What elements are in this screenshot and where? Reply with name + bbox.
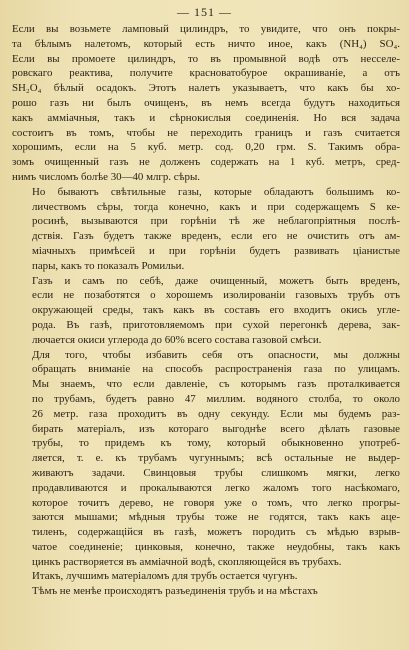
page-body-text [12, 22, 400, 599]
text-line: трубы, то придемъ къ тому, который обыкновенно употреб- [32, 437, 400, 450]
text-line: которое точитъ дерево, не говоря уже о томъ, что легко прогры- [32, 496, 400, 509]
text-line: окружающей среды, такъ какъ въ составъ его входитъ окись угле- [32, 304, 400, 317]
text-line: по трубамъ, будетъ равно 47 миллим. водяного столба, то около [32, 392, 400, 405]
paragraph [12, 274, 400, 348]
text-line: рода. Въ газѣ, приготовляемомъ при сухой перегонкѣ дерева, зак- [32, 318, 400, 331]
text-line: продавливаются и прокалываются легко жаломъ того насѣкомаго, [32, 481, 400, 494]
text-line: росинѣ, вызываются при горѣніи тѣ же неблагопріятныя послѣ- [32, 215, 400, 228]
paragraph [12, 569, 400, 584]
text-line: обращать вниманіе на способъ распространенія газа по улицамъ. [32, 363, 400, 376]
text-line: Итакъ, лучшимъ матеріаломъ для трубъ остается чугунъ. [32, 570, 298, 583]
paragraph [12, 348, 400, 570]
text-line: пары, какъ то показалъ Ромильи. [32, 259, 185, 272]
paragraph [12, 22, 400, 185]
text-line: Но бываютъ свѣтильные газы, которые обладаютъ большимъ ко- [32, 185, 400, 198]
text-line: какъ амміачныя, такъ и сѣрнокислыя соединенія. Но вся задача [12, 111, 400, 124]
text-line: Для того, чтобы избавить себя отъ опасности, мы должны [32, 348, 400, 361]
text-line: зомъ очищенный газъ не долженъ содержать на 1 куб. метръ, сред- [12, 156, 400, 169]
text-line: ляется, т. е. къ трубамъ чугуннымъ; всѣ остальные не выдер- [32, 452, 400, 465]
text-line: бирать матеріалъ, изъ котораго выгоднѣе всего дѣлать газовые [32, 422, 400, 435]
text-line: Мы знаемъ, что если давленіе, съ которымъ газъ проталкивается [32, 378, 400, 391]
text-line: заются мышами; мѣдныя трубы тоже не годятся, такъ какъ аце- [32, 511, 400, 524]
text-line: міачныхъ примѣсей и при горѣніи будетъ развивать ціанистые [32, 244, 400, 257]
text-line: Если вы возьмете ламповый цилиндръ, то увидите, что онъ покры- [12, 23, 400, 35]
text-line: Если вы промоете цилиндръ, то въ промывной водѣ отъ несселе- [12, 52, 400, 65]
page-number: — 151 — [177, 5, 232, 19]
text-line: рошо газъ ни былъ очищенъ, въ немъ всегда будутъ находиться [12, 96, 400, 109]
text-line: лючается окиси углерода до 60% всего состава газовой смѣси. [32, 333, 322, 346]
text-line: Газъ и самъ по себѣ, даже очищенный, можетъ быть вреденъ, [32, 274, 400, 287]
text-line: Тѣмъ не менѣе происходятъ разъединенія трубъ и на мѣстахъ [32, 585, 318, 598]
text-line: цинкъ растворяется въ амміачной водѣ, скопляющейся въ трубахъ. [32, 555, 342, 568]
text-line: дствія. Газъ будетъ также вреденъ, если его не очистить отъ ам- [32, 230, 400, 243]
text-line: та бѣлымъ налетомъ, который есть ничто иное, какъ (NH₄) SO₄. [12, 37, 400, 50]
text-line: личествомъ сѣры, тогда конечно, какъ и при содержащемъ S ке- [32, 200, 400, 213]
text-line: 26 метр. газа проходитъ въ одну секунду. Если мы будемъ раз- [32, 407, 400, 420]
text-line: SH₂O₄ бѣлый осадокъ. Этотъ налетъ указываетъ, что какъ бы хо- [12, 82, 400, 95]
text-line: ровскаго реактива, получите красноватобурое окрашиваніе, а отъ [12, 67, 400, 80]
text-line: если не позаботятся о хорошемъ изолированіи газовыхъ трубъ отъ [32, 289, 400, 302]
text-line: нимъ числомъ болѣе 30—40 млгр. сѣры. [12, 170, 201, 183]
paragraph [12, 185, 400, 274]
text-line: хорошимъ, если на 5 куб. метр. сод. 0,20 грм. S. Такимъ обра- [12, 141, 400, 154]
text-line: состоитъ въ томъ, чтобы не переходить границъ и газъ считается [12, 126, 400, 139]
text-line: живаютъ задачи. Свинцовыя трубы слишкомъ мягки, легко [32, 466, 400, 479]
paragraph [12, 584, 400, 599]
text-line: чатое соединеніе; цинковыя, конечно, также неудобны, такъ какъ [32, 540, 400, 553]
text-line: тиленъ, содержащійся въ газѣ, можетъ породить съ мѣдью взрыв- [32, 526, 400, 539]
